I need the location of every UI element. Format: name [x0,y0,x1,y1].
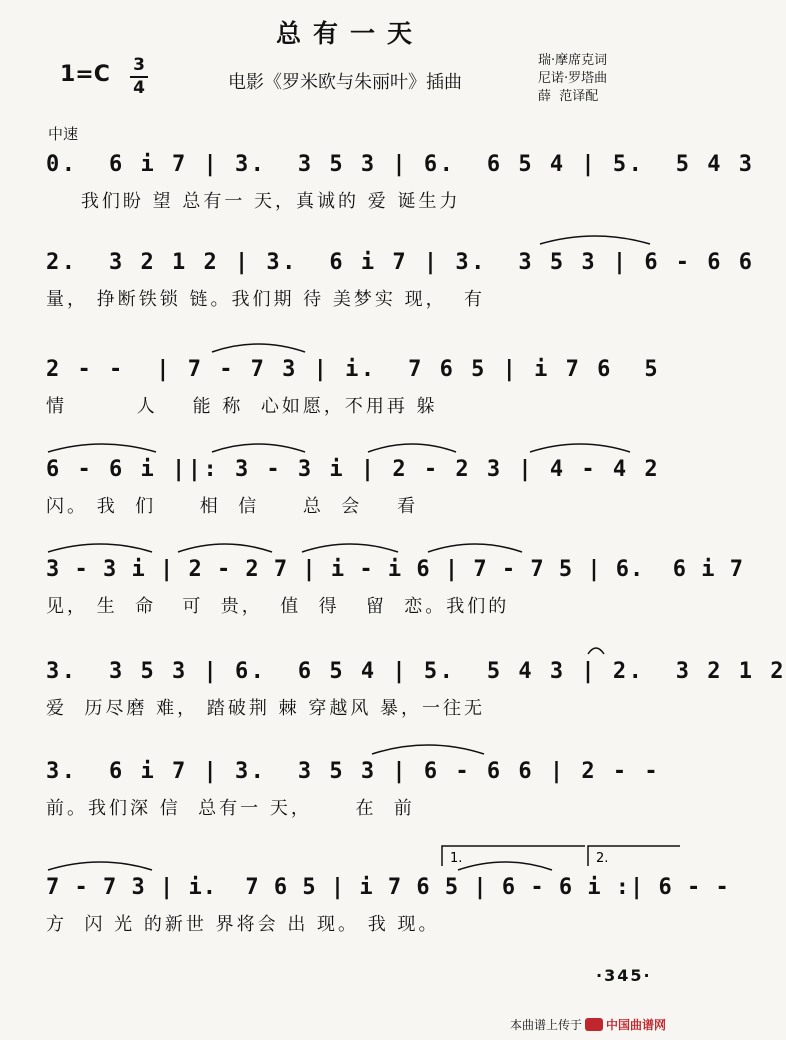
notation-line: 3. 3 5 3 | 6. 6 5 4 | 5. 5 4 3 | 2. 3 2 1 2 [46,659,786,684]
lyric-line: 情 人 能 称 心如愿，不用再 躲 [46,396,438,417]
lyric-line: 前。我们深 信 总有一 天， 在 前 [46,798,415,819]
song-title: 总有一天 [275,19,424,48]
notation-line: 6 - 6 i ||: 3 - 3 i | 2 - 2 3 | 4 - 4 2 [46,457,661,482]
key-signature: 1=C [60,62,110,87]
notation-line: 2 - - | 7 - 7 3 | i. 7 6 5 | i 7 6 5 [46,357,661,382]
notation-line: 2. 3 2 1 2 | 3. 6 i 7 | 3. 3 5 3 | 6 - 6 6 [46,250,755,275]
page-number: ·345· [596,966,652,985]
notation-line: 3. 6 i 7 | 3. 3 5 3 | 6 - 6 6 | 2 - - [46,759,661,784]
notation-line: 0. 6 i 7 | 3. 3 5 3 | 6. 6 5 4 | 5. 5 4 3 [46,152,755,177]
notation-line: 3 - 3 i | 2 - 2 7 | i - i 6 | 7 - 7 5 | 6. 6 i 7 [46,557,745,582]
lyricist-credit: 瑞·摩席克词 [538,53,608,68]
lyric-line: 我们盼 望 总有一 天，真诚的 爱 诞生力 [46,191,461,212]
notation-line: 7 - 7 3 | i. 7 6 5 | i 7 6 5 | 6 - 6 i :| 6 - - [46,875,730,900]
tempo-marking: 中速 [48,125,79,143]
translator-credit: 薛 范译配 [538,89,599,104]
lyric-line: 闪。 我 们 相 信 总 会 看 [46,496,419,517]
volta-second: 2. [596,851,609,866]
lyric-line: 量， 挣断铁锁 链。我们期 待 美梦实 现， 有 [46,289,486,310]
lyric-line: 见， 生 命 可 贵， 值 得 留 恋。我们的 [46,596,510,617]
time-sig-upper: 3 [133,55,145,75]
composer-credit: 尼诺·罗塔曲 [538,71,608,86]
footer [510,1016,666,1033]
volta-first: 1. [450,851,463,866]
time-sig-lower: 4 [133,78,145,98]
source-note: 电影《罗米欧与朱丽叶》插曲 [228,72,462,93]
site-logo-icon [585,1018,603,1031]
lyric-line: 方 闪 光 的新世 界将会 出 现。 我 现。 [46,914,440,935]
footer-text: 本曲谱上传于 [510,1018,583,1032]
lyric-line: 爱 历尽磨 难， 踏破荆 棘 穿越风 暴，一往无 [46,698,486,719]
footer-brand: 中国曲谱网 [606,1018,667,1032]
